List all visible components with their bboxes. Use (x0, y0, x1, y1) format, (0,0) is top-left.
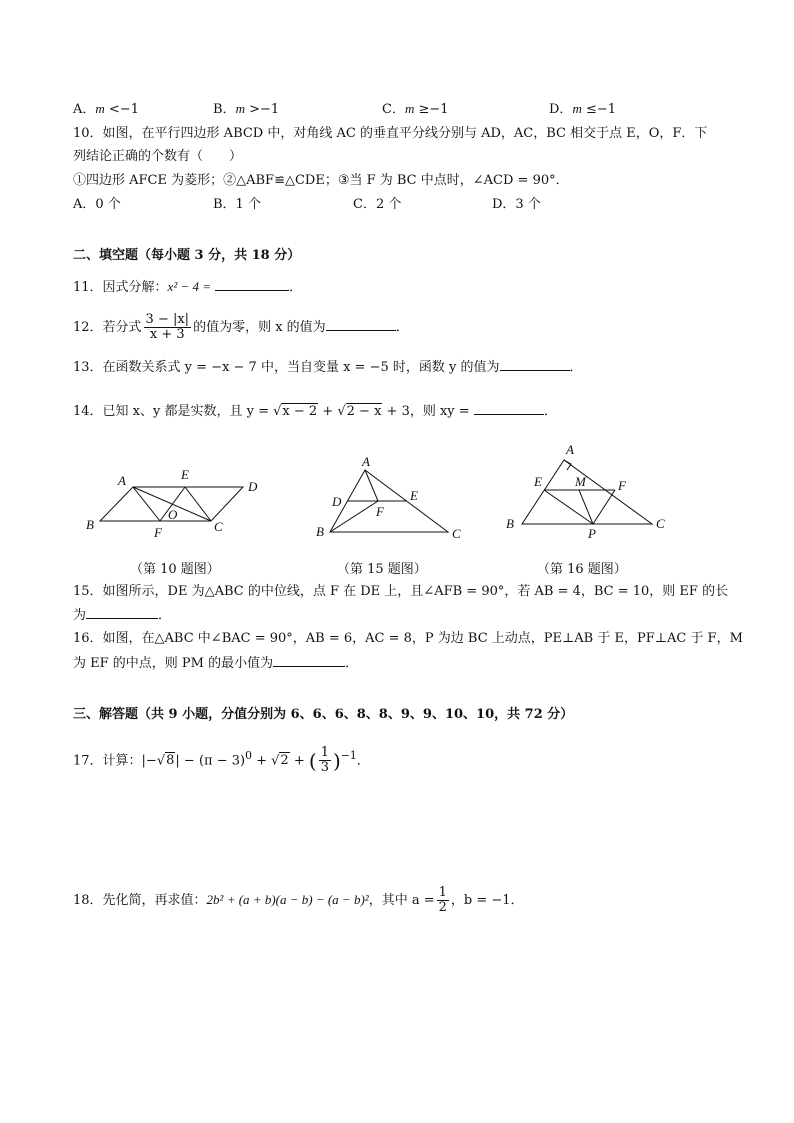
q15-line1: 15．如图所示，DE 为△ABC 的中位线，点 F 在 DE 上，且∠AFB = 90°，若 AB = 4，BC = 10，则 EF 的长 (73, 584, 729, 599)
q10-line2: 列结论正确的个数有（ ） (73, 149, 243, 164)
fig16-label-p: P (588, 526, 596, 541)
fig16-label-c: C (656, 516, 665, 531)
q9-option-a (73, 100, 139, 119)
q11-prefix: 11．因式分解： (73, 280, 168, 295)
option-label: D． (549, 102, 573, 117)
q17-suffix: ． (356, 753, 370, 769)
option-var: m (404, 101, 415, 116)
q13-text: 13．在函数关系式 y = −x − 7 中，当自变量 x = −5 时，函数 y 的值为 (73, 360, 500, 375)
q15-line2 (73, 606, 171, 625)
q9-option-d (549, 100, 616, 119)
q14-plus: + (318, 404, 338, 419)
q17-fraction (319, 746, 331, 775)
q17: 17．计算：$|-√8| - (\pi - 3)^0 + √2$ + ( $\frac{1}{3}$ )$^{-1}$． (73, 745, 370, 776)
q10-option-a: A．0 个 (73, 197, 121, 212)
figure-10-diagram (80, 465, 270, 545)
q14-radicand2: 2 − x (346, 404, 382, 419)
q12-numerator: 3 − |x| (145, 312, 190, 327)
section3-title: 三、解答题（共 9 小题，分值分别为 6、6、6、8、8、9、9、10、10，共 72 分） (73, 707, 574, 722)
q18 (73, 880, 524, 921)
q18-fraction (437, 886, 449, 915)
q9-option-b (213, 100, 279, 119)
fig10-label-b: B (86, 517, 94, 532)
fig10-label-f: F (154, 525, 162, 540)
q13-suffix: ． (569, 360, 583, 375)
answer-blank[interactable] (326, 318, 396, 331)
q18-prefix: 18．先化简，再求值： (73, 893, 207, 908)
fig16-label-e: E (534, 474, 542, 489)
fig10-label-e: E (181, 467, 189, 482)
option-rel: <−1 (104, 102, 139, 117)
q18-expr: 2b² + (a + b)(a − b) − (a − b)² (206, 892, 369, 907)
fig15-label-c: C (452, 526, 461, 541)
q12-suffix: ． (395, 320, 409, 335)
fig15-label-a: A (362, 454, 370, 469)
option-rel: >−1 (244, 102, 280, 117)
q17-part3: + (251, 753, 272, 769)
option-label: A． (73, 102, 96, 117)
q13 (73, 358, 583, 377)
q15-line2-text: 为 (73, 608, 87, 623)
fig10-caption: （第 10 题图） (130, 562, 220, 577)
q15-suffix: ． (158, 608, 172, 623)
fig10-label-d: D (248, 479, 258, 494)
option-var: m (235, 101, 245, 116)
q10-line3: ①四边形 AFCE 为菱形；②△ABF≌△CDE；③当 F 为 BC 中点时，∠ACD = 90°． (73, 173, 569, 188)
q17-part1: |− (141, 753, 157, 769)
fig16-label-f: F (618, 478, 626, 493)
answer-blank[interactable] (500, 358, 570, 371)
fig15-label-f: F (376, 504, 384, 519)
q17-exp-neg1: −1 (340, 749, 357, 762)
q14-prefix: 14．已知 x、y 都是实数，且 y = (73, 404, 269, 419)
q11-expr: x² − 4 = (167, 279, 212, 294)
option-var: m (95, 101, 105, 116)
section2-title: 二、填空题（每小题 3 分，共 18 分） (73, 248, 301, 263)
q12 (73, 308, 409, 348)
figure-16-diagram (500, 440, 680, 545)
q10-option-b: B．1 个 (213, 197, 261, 212)
fig10-label-a: A (118, 473, 126, 488)
fig16-caption: （第 16 题图） (537, 562, 627, 577)
q17-numerator: 1 (320, 745, 329, 761)
q17-root8: 8 (166, 753, 175, 769)
fig15-label-b: B (316, 524, 324, 539)
q16-line1: 16．如图，在△ABC 中∠BAC = 90°，AB = 6，AC = 8，P 为边 BC 上动点，PE⊥AB 于 E，PF⊥AC 于 F，M (73, 631, 743, 646)
option-var: m (572, 101, 582, 116)
q18-tail: ，b = −1． (450, 893, 524, 908)
q10-option-d: D．3 个 (492, 197, 541, 212)
q11 (73, 278, 302, 297)
answer-blank[interactable] (474, 402, 544, 415)
answer-blank[interactable] (215, 278, 289, 291)
q12-denominator: x + 3 (149, 327, 185, 342)
q11-suffix: ． (289, 280, 303, 295)
fig15-label-d: D (332, 494, 342, 509)
q16-line2-text: 为 EF 的中点，则 PM 的最小值为 (73, 656, 274, 671)
q10-option-c: C．2 个 (353, 197, 402, 212)
option-label: C． (382, 102, 405, 117)
option-rel: ≥−1 (414, 102, 449, 117)
fig15-caption: （第 15 题图） (337, 562, 427, 577)
q14-tail: + 3，则 xy = (382, 404, 470, 419)
fig10-label-c: C (214, 519, 223, 534)
fig16-label-m: M (575, 474, 586, 489)
q18-denominator: 2 (438, 900, 447, 915)
q17-part4: + (289, 753, 309, 769)
q12-middle: 的值为零，则 x 的值为 (193, 320, 326, 335)
q18-mid: ，其中 a = (368, 893, 435, 908)
q16-line2 (73, 654, 358, 673)
q9-option-c (382, 100, 449, 119)
q14-suffix: ． (543, 404, 557, 419)
answer-blank[interactable] (273, 654, 345, 667)
fig16-label-a: A (566, 442, 574, 457)
q17-prefix: 17．计算： (73, 753, 142, 769)
q18-numerator: 1 (438, 885, 447, 900)
fig16-label-b: B (506, 516, 514, 531)
q10-line1: 10．如图，在平行四边形 ABCD 中，对角线 AC 的垂直平分线分别与 AD，AC，BC 相交于点 E，O，F．下 (73, 126, 708, 141)
q14-radicand1: x − 2 (282, 404, 318, 419)
q14: 14．已知 x、y 都是实数，且 y = √x − 2 + √2 − x + 3，则 xy = ． (73, 404, 557, 419)
q16-suffix: ． (345, 656, 359, 671)
q17-exp0: 0 (245, 749, 252, 762)
fig15-label-e: E (410, 488, 418, 503)
answer-blank[interactable] (86, 606, 158, 619)
option-label: B． (213, 102, 236, 117)
q17-root2: 2 (280, 753, 289, 769)
q12-prefix: 12．若分式 (73, 320, 142, 335)
q17-denominator: 3 (320, 760, 329, 776)
option-rel: ≤−1 (581, 102, 617, 117)
figure-15-diagram (310, 450, 470, 545)
fig10-label-o: O (168, 507, 178, 522)
q12-fraction (144, 313, 192, 342)
q17-part2: | − (π − 3) (175, 753, 246, 769)
